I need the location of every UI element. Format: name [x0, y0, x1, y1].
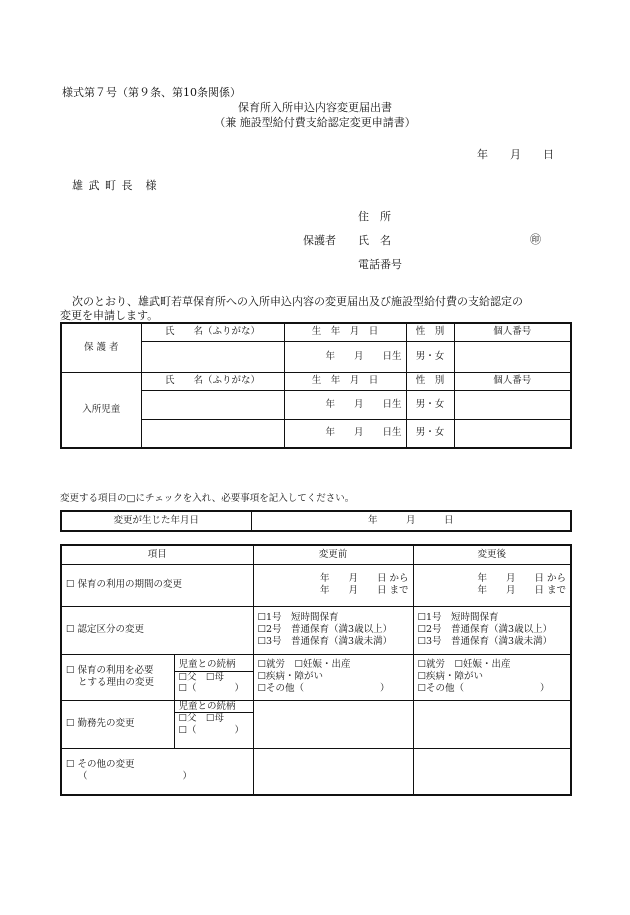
- child2-name-cell[interactable]: [141, 419, 284, 448]
- id-header: 個人番号: [454, 372, 571, 390]
- guardian-label: 保護者: [303, 234, 336, 247]
- other-change-item[interactable]: [61, 748, 253, 795]
- relation-opts[interactable]: ☐父 ☐母: [178, 671, 225, 683]
- form-title: 保育所入所申込内容変更届出書: [238, 101, 392, 114]
- relation-other[interactable]: ☐（ ）: [178, 683, 245, 695]
- work-before-cell[interactable]: [253, 700, 413, 748]
- reason-before-opt2[interactable]: ☐疾病・障がい: [257, 671, 324, 683]
- reason-change-item[interactable]: [61, 654, 174, 700]
- intro-line-1: 次のとおり、雄武町若草保育所への入所申込内容の変更届出及び施設型給付費の支給認定の: [72, 295, 523, 308]
- guardian-sex-cell[interactable]: 男・女: [406, 341, 454, 372]
- birth-header: 生 年 月 日: [284, 372, 406, 390]
- other-item-paren[interactable]: （ ）: [78, 771, 193, 783]
- birth-header: 生 年 月 日: [284, 323, 406, 341]
- reason-before-opt3[interactable]: ☐その他（ ）: [257, 682, 390, 694]
- child1-id-cell[interactable]: [454, 390, 571, 419]
- form-subtitle: （兼 施設型給付費支給認定変更申請書）: [214, 116, 416, 129]
- certification-change-item[interactable]: ☐ 認定区分の変更: [61, 606, 253, 654]
- reason-after-cell[interactable]: [413, 654, 571, 700]
- id-header: 個人番号: [454, 323, 571, 341]
- guardian-birth-cell[interactable]: 年 月 日生: [284, 341, 406, 372]
- change-date-label: 変更が生じた年月日: [61, 511, 251, 531]
- cert-after-cell[interactable]: [413, 606, 571, 654]
- child1-sex-cell[interactable]: 男・女: [406, 390, 454, 419]
- relation-label: 児童との続柄: [175, 659, 253, 672]
- reason-after-opt2[interactable]: ☐疾病・障がい: [417, 671, 484, 683]
- cert-before-opt3[interactable]: ☐3号 普通保育（満3歳未満）: [257, 635, 393, 647]
- other-before-cell[interactable]: [253, 748, 413, 795]
- child1-name-cell[interactable]: [141, 390, 284, 419]
- period-after-to: 年 月 日 まで: [477, 585, 566, 596]
- child1-birth-cell[interactable]: 年 月 日生: [284, 390, 406, 419]
- reason-after-opt3[interactable]: ☐その他（ ）: [417, 682, 550, 694]
- col-after-header: 変更後: [413, 545, 571, 564]
- guardian-name-cell[interactable]: [141, 341, 284, 372]
- people-table: [60, 322, 572, 449]
- child-row-label: 入所児童: [61, 372, 141, 448]
- workplace-change-item[interactable]: ☐ 勤務先の変更: [61, 700, 174, 748]
- guardian-id-cell[interactable]: [454, 341, 571, 372]
- cert-before-opt2[interactable]: ☐2号 普通保育（満3歳以上）: [257, 624, 393, 636]
- relation-label: 児童との続柄: [175, 701, 253, 714]
- intro-line-2: 変更を申請します。: [60, 309, 159, 322]
- period-after-cell[interactable]: [413, 564, 571, 606]
- reason-after-opt1[interactable]: ☐就労 ☐妊娠・出産: [417, 659, 511, 671]
- cert-before-opt1[interactable]: ☐1号 短時間保育: [257, 612, 339, 624]
- relation-other[interactable]: ☐（ ）: [178, 725, 245, 737]
- col-item-header: 項目: [61, 545, 253, 564]
- col-before-header: 変更前: [253, 545, 413, 564]
- period-change-item[interactable]: ☐ 保育の利用の期間の変更: [61, 564, 253, 606]
- other-after-cell[interactable]: [413, 748, 571, 795]
- change-table: [60, 544, 572, 796]
- work-relation-cell[interactable]: [174, 700, 253, 748]
- reason-item-line-1: ☐ 保育の利用を必要: [66, 665, 154, 677]
- address-label: 住 所: [358, 210, 391, 223]
- period-before-to: 年 月 日 まで: [319, 585, 409, 596]
- reason-item-line-2: とする理由の変更: [78, 677, 155, 688]
- sex-header: 性 別: [406, 323, 454, 341]
- cert-before-cell[interactable]: [253, 606, 413, 654]
- name-header: 氏 名（ふりがな）: [141, 372, 284, 390]
- child2-birth-cell[interactable]: 年 月 日生: [284, 419, 406, 448]
- phone-label: 電話番号: [358, 258, 402, 271]
- period-before-cell[interactable]: [253, 564, 413, 606]
- reason-relation-cell[interactable]: [174, 654, 253, 700]
- form-number: 様式第７号（第９条、第10条関係）: [62, 86, 241, 99]
- period-after-from: 年 月 日 から: [477, 573, 566, 585]
- date-line: 年 月 日: [477, 148, 554, 161]
- child2-sex-cell[interactable]: 男・女: [406, 419, 454, 448]
- reason-before-opt1[interactable]: ☐就労 ☐妊娠・出産: [257, 659, 351, 671]
- other-item-label: ☐ その他の変更: [66, 759, 135, 771]
- seal-mark: ㊞: [530, 233, 541, 246]
- relation-opts[interactable]: ☐父 ☐母: [178, 713, 225, 725]
- reason-before-cell[interactable]: [253, 654, 413, 700]
- work-after-cell[interactable]: [413, 700, 571, 748]
- cert-after-opt2[interactable]: ☐2号 普通保育（満3歳以上）: [417, 624, 553, 636]
- cert-after-opt1[interactable]: ☐1号 短時間保育: [417, 612, 499, 624]
- change-date-value[interactable]: 年 月 日: [251, 511, 571, 531]
- name-label: 氏 名: [358, 234, 391, 247]
- period-before-from: 年 月 日 から: [319, 573, 409, 585]
- instruction-text: 変更する項目の□にチェックを入れ、必要事項を記入してください。: [60, 493, 355, 504]
- addressee: 雄 武 町 長 様: [72, 179, 158, 192]
- sex-header: 性 別: [406, 372, 454, 390]
- child2-id-cell[interactable]: [454, 419, 571, 448]
- name-header: 氏 名（ふりがな）: [141, 323, 284, 341]
- date-table: [60, 510, 572, 532]
- cert-after-opt3[interactable]: ☐3号 普通保育（満3歳未満）: [417, 635, 553, 647]
- guardian-row-label: 保 護 者: [61, 323, 141, 372]
